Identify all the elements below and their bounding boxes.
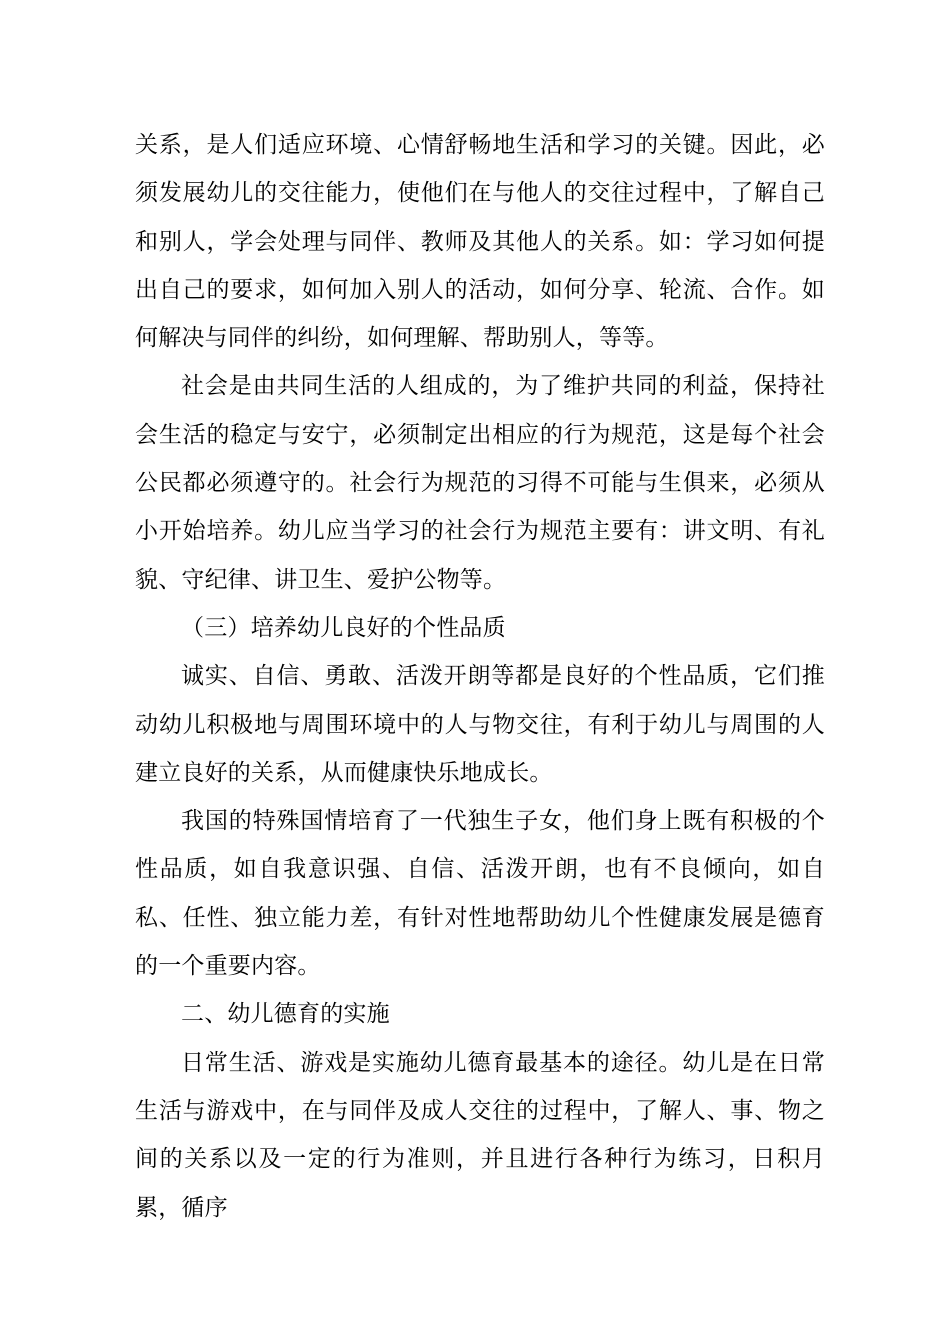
paragraph-good-qualities: 诚实、自信、勇敢、活泼开朗等都是良好的个性品质，它们推动幼儿积极地与周围环境中的人与物交往，有利于幼儿与周围的人建立良好的关系，从而健康快乐地成长。 bbox=[135, 663, 825, 786]
paragraph-daily-life-games: 日常生活、游戏是实施幼儿德育最基本的途径。幼儿是在日常生活与游戏中，在与同伴及成人交往的过程中，了解人、事、物之间的关系以及一定的行为准则，并且进行各种行为练习，日积月累，循序 bbox=[135, 1049, 825, 1221]
section-heading-implementation: 二、幼儿德育的实施 bbox=[181, 1001, 390, 1028]
document-body bbox=[135, 121, 825, 1232]
paragraph-continuation: 关系，是人们适应环境、心情舒畅地生活和学习的关键。因此，必须发展幼儿的交往能力，使他们在与他人的交往过程中，了解自己和别人，学会处理与同伴、教师及其他人的关系。如：学习如何提出自己的要求，如何加入别人的活动，如何分享、轮流、合作。如何解决与同伴的纠纷，如何理解、帮助别人，等等。 bbox=[135, 132, 825, 352]
paragraph-social-norms: 社会是由共同生活的人组成的，为了维护共同的利益，保持社会生活的稳定与安宁，必须制定出相应的行为规范，这是每个社会公民都必须遵守的。社会行为规范的习得不可能与生俱来，必须从小开始培养。幼儿应当学习的社会行为规范主要有：讲文明、有礼貌、守纪律、讲卫生、爱护公物等。 bbox=[135, 373, 825, 593]
paragraph-only-children: 我国的特殊国情培育了一代独生子女，他们身上既有积极的个性品质，如自我意识强、自信、活泼开朗，也有不良倾向，如自私、任性、独立能力差，有针对性地帮助幼儿个性健康发展是德育的一个重要内容。 bbox=[135, 808, 825, 980]
section-heading-personality: （三）培养幼儿良好的个性品质 bbox=[181, 614, 506, 641]
